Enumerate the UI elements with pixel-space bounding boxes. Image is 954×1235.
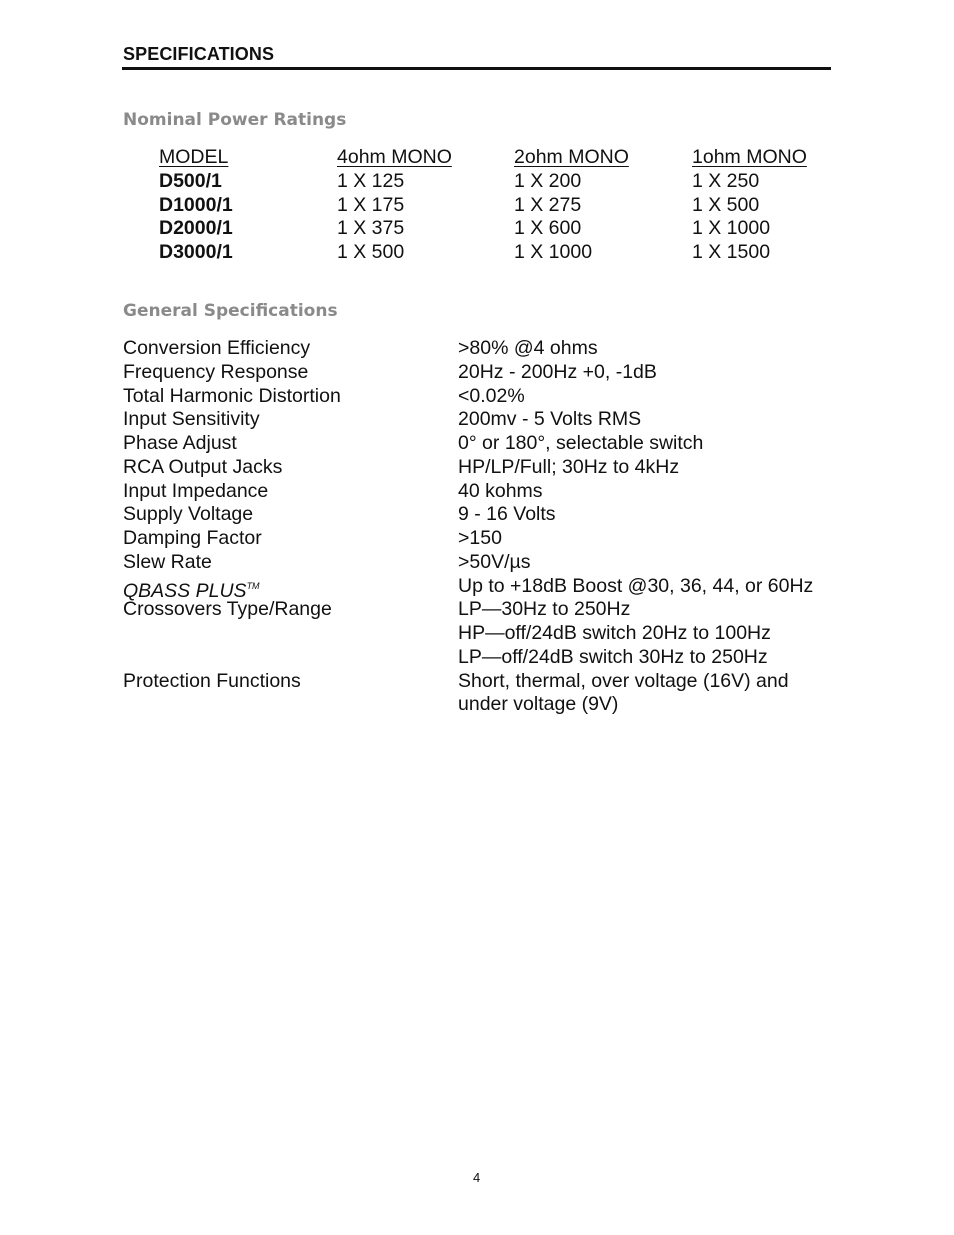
spec-row [123, 670, 833, 718]
page-title: SPECIFICATIONS [123, 44, 275, 64]
spec-value: 0° or 180°, selectable switch [458, 432, 704, 454]
spec-label: Phase Adjust [123, 432, 237, 454]
spec-value: Up to +18dB Boost @30, 36, 44, or 60Hz [458, 574, 814, 597]
rating-1ohm-cell: 1 X 250 [692, 169, 760, 192]
model-cell: D2000/1 [159, 217, 233, 240]
spec-value: >50V/µs [458, 550, 531, 573]
nominal-power-ratings-heading: Nominal Power Ratings [123, 110, 347, 130]
spec-value: under voltage (9V) [458, 693, 619, 716]
spec-value: >150 [458, 527, 502, 549]
spec-value: 200mv - 5 Volts RMS [458, 408, 642, 431]
rating-2ohm-cell: 1 X 275 [514, 193, 582, 216]
column-header-4ohm: 4ohm MONO [337, 146, 452, 168]
rating-4ohm-cell: 1 X 125 [337, 169, 405, 192]
spec-value: >80% @4 ohms [458, 337, 598, 359]
spec-value: HP/LP/Full; 30Hz to 4kHz [458, 455, 680, 478]
spec-value: LP—30Hz to 250Hz [458, 598, 631, 621]
spec-label: Protection Functions [123, 669, 301, 692]
spec-row [123, 480, 833, 504]
spec-label: Input Impedance [123, 479, 269, 502]
model-cell: D3000/1 [159, 241, 233, 263]
spec-value: 20Hz - 200Hz +0, -1dB [458, 360, 657, 383]
rating-4ohm-cell: 1 X 175 [337, 193, 405, 216]
spec-value: Short, thermal, over voltage (16V) and [458, 669, 789, 692]
spec-label: Damping Factor [123, 527, 262, 549]
spec-label: RCA Output Jacks [123, 455, 283, 478]
spec-row [123, 337, 833, 361]
spec-label: Crossovers Type/Range [123, 598, 332, 621]
rating-1ohm-cell: 1 X 1500 [692, 241, 771, 263]
rating-2ohm-cell: 1 X 200 [514, 169, 582, 192]
header-rule [122, 67, 831, 70]
model-cell: D1000/1 [159, 193, 233, 216]
spec-row [123, 432, 833, 456]
spec-label: Conversion Efficiency [123, 337, 311, 359]
rating-2ohm-cell: 1 X 1000 [514, 241, 593, 263]
column-header-model: MODEL [159, 146, 229, 168]
spec-value: 9 - 16 Volts [458, 503, 556, 526]
spec-label: Frequency Response [123, 360, 309, 383]
general-specifications-heading: General Specifications [123, 301, 338, 321]
spec-value: HP—off/24dB switch 20Hz to 100Hz [458, 622, 771, 644]
model-cell: D500/1 [159, 169, 222, 192]
general-specifications-list [123, 337, 833, 717]
spec-row [123, 503, 833, 527]
spec-label: Supply Voltage [123, 503, 254, 526]
qbass-plus-label: QBASS PLUS [123, 579, 247, 602]
rating-4ohm-cell: 1 X 375 [337, 217, 405, 240]
spec-value: <0.02% [458, 384, 525, 407]
spec-row [123, 385, 833, 409]
spec-label: Input Sensitivity [123, 408, 260, 431]
rating-4ohm-cell: 1 X 500 [337, 241, 405, 263]
spec-row [123, 574, 833, 602]
spec-value: LP—off/24dB switch 30Hz to 250Hz [458, 645, 768, 668]
rating-1ohm-cell: 1 X 500 [692, 193, 760, 216]
spec-row [123, 527, 833, 551]
spec-row [123, 551, 833, 575]
spec-row [123, 361, 833, 385]
spec-value: 40 kohms [458, 479, 543, 502]
column-header-2ohm: 2ohm MONO [514, 146, 629, 168]
page-number: 4 [473, 1170, 481, 1185]
spec-row [123, 408, 833, 432]
rating-2ohm-cell: 1 X 600 [514, 217, 582, 240]
spec-label: Total Harmonic Distortion [123, 384, 341, 407]
spec-row [123, 598, 833, 669]
trademark-mark: TM [246, 580, 260, 591]
column-header-1ohm: 1ohm MONO [692, 146, 807, 168]
spec-row [123, 456, 833, 480]
rating-1ohm-cell: 1 X 1000 [692, 217, 771, 240]
spec-label: Slew Rate [123, 550, 212, 573]
